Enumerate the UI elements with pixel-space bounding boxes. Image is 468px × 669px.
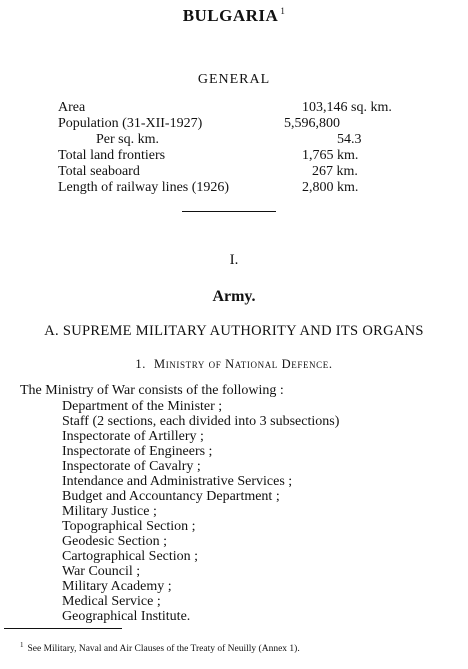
subsection-heading	[0, 357, 468, 372]
part-title: Army.	[212, 288, 256, 305]
stat-label: Length of railway lines (1926)	[58, 180, 230, 195]
department-item: Inspectorate of Cavalry ;	[62, 459, 201, 474]
department-item: Topographical Section ;	[62, 519, 196, 534]
department-item: Staff (2 sections, each divided into 3 subsections)	[62, 414, 340, 429]
country-name: BULGARIA	[182, 6, 279, 25]
stat-label: Per sq. km.	[96, 132, 159, 147]
department-item: Military Justice ;	[62, 504, 157, 519]
department-item: Geographical Institute.	[62, 609, 191, 624]
stat-value: 5,596,800	[284, 116, 340, 131]
stat-value: 267 km.	[312, 164, 358, 179]
department-item: Geodesic Section ;	[62, 534, 167, 549]
general-heading: GENERAL	[197, 72, 271, 87]
department-item: War Council ;	[62, 564, 141, 579]
department-item: Intendance and Administrative Services ;	[62, 474, 293, 489]
stat-row-railway	[0, 180, 468, 198]
section-heading: A. SUPREME MILITARY AUTHORITY AND ITS ORGANS	[44, 323, 424, 339]
stat-label: Total land frontiers	[58, 148, 166, 163]
department-item: Cartographical Section ;	[62, 549, 199, 564]
footnote-marker: 1	[20, 641, 24, 649]
footnote-mark: 1	[280, 6, 286, 17]
department-item: Department of the Minister ;	[62, 399, 223, 414]
part-numeral: I.	[229, 252, 239, 268]
department-item: Inspectorate of Engineers ;	[62, 444, 213, 459]
footnote-text: See Military, Naval and Air Clauses of the Treaty of Neuilly (Annex 1).	[27, 644, 300, 655]
department-item: Inspectorate of Artillery ;	[62, 429, 204, 444]
department-item: Military Academy ;	[62, 579, 172, 594]
stat-value: 54.3	[337, 132, 362, 147]
department-item: Budget and Accountancy Department ;	[62, 489, 280, 504]
ministry-intro: The Ministry of War consists of the following :	[20, 383, 284, 398]
stat-label: Area	[58, 100, 86, 115]
department-item: Medical Service ;	[62, 594, 161, 609]
subsection-title: Ministry of National Defence.	[154, 357, 333, 371]
page-title	[0, 6, 468, 26]
stat-value: 103,146 sq. km.	[302, 100, 392, 115]
stat-label: Total seaboard	[58, 164, 140, 179]
stat-label: Population (31-XII-1927)	[58, 116, 203, 131]
stat-value: 1,765 km.	[302, 148, 359, 163]
footnote-divider	[4, 628, 122, 629]
stat-value: 2,800 km.	[302, 180, 359, 195]
footnote	[20, 641, 300, 654]
divider	[182, 211, 276, 212]
subsection-number: 1.	[135, 357, 146, 371]
